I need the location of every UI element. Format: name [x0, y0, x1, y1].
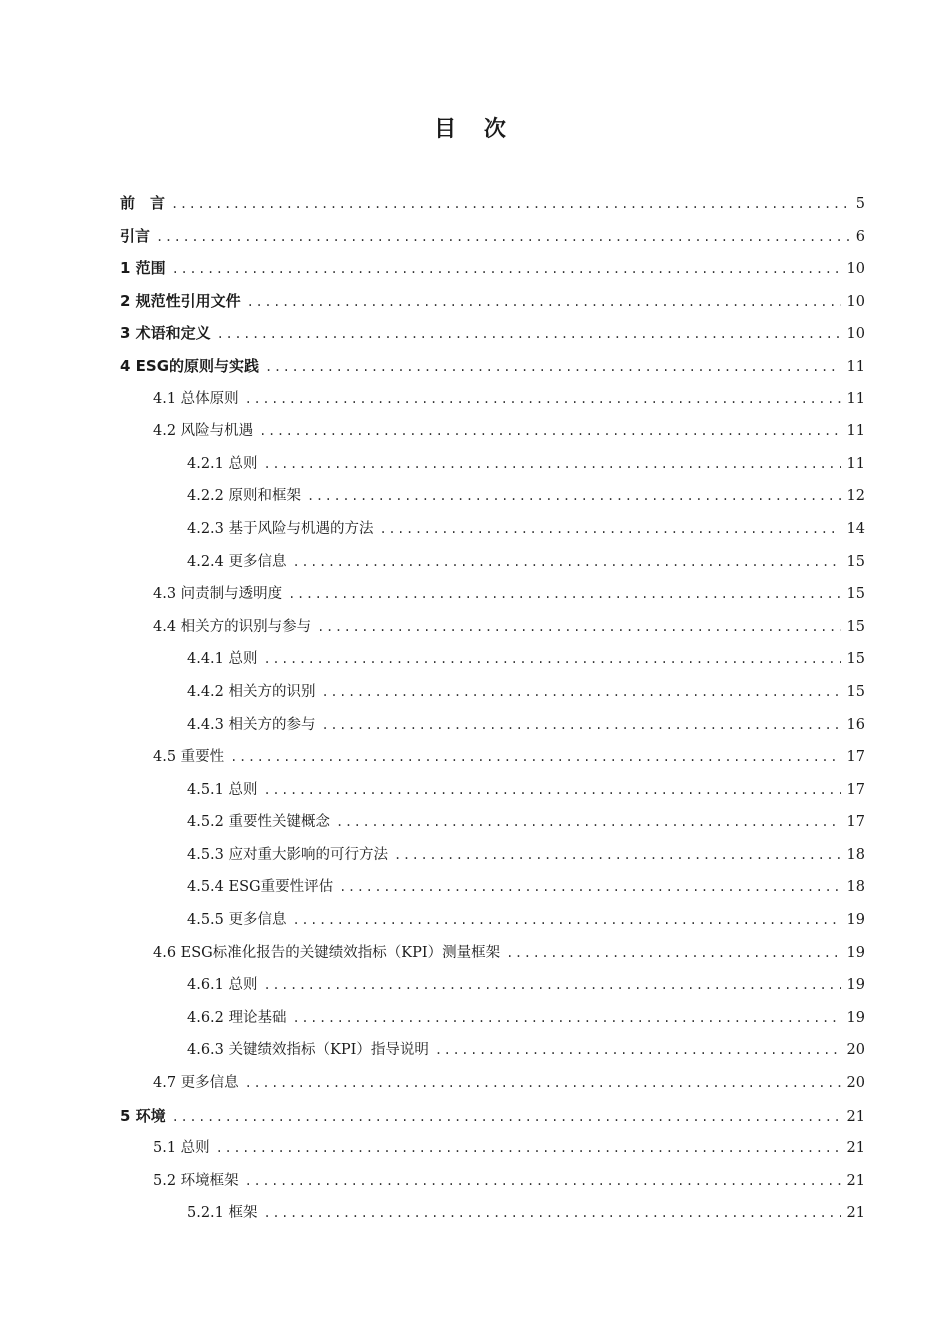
toc-leader-dots: [245, 383, 841, 416]
toc-entry[interactable]: [120, 774, 865, 807]
toc-entry[interactable]: [120, 187, 865, 220]
toc-entry[interactable]: [120, 1132, 865, 1165]
toc-entry[interactable]: [120, 252, 865, 285]
toc-leader-dots: [172, 1101, 841, 1133]
toc-leader-dots: [339, 871, 840, 904]
page-title: 目 次: [434, 117, 516, 142]
toc-entry-page-number: 10: [846, 261, 865, 278]
toc-entry[interactable]: [120, 546, 865, 579]
toc-entry-title: 4.2.2 原则和框架: [187, 488, 302, 505]
toc-entry-title: 4.5.2 重要性关键概念: [187, 814, 331, 831]
toc-leader-dots: [156, 221, 850, 253]
toc-entry-title: 3 术语和定义: [120, 324, 211, 343]
toc-entry-title: 5.2.1 框架: [187, 1205, 258, 1222]
toc-entry[interactable]: [120, 1197, 865, 1230]
toc-entry-title: 4.2 风险与机遇: [153, 423, 254, 440]
toc-entry-page-number: 10: [846, 293, 865, 310]
toc-entry-page-number: 11: [846, 358, 865, 375]
toc-entry-title: 4.3 问责制与透明度: [153, 586, 283, 603]
toc-entry-page-number: 17: [846, 814, 865, 831]
toc-entry[interactable]: [120, 448, 865, 481]
toc-entry-page-number: 21: [846, 1108, 865, 1125]
toc-leader-dots: [264, 643, 841, 676]
toc-entry[interactable]: [120, 806, 865, 839]
toc-entry-page-number: 21: [846, 1172, 865, 1189]
toc-leader-dots: [317, 611, 840, 644]
toc-entry[interactable]: [120, 969, 865, 1002]
toc-entry[interactable]: [120, 578, 865, 611]
toc-entry-title: 4.5.5 更多信息: [187, 912, 287, 929]
toc-entry-page-number: 19: [846, 944, 865, 961]
toc-entry-page-number: 21: [846, 1140, 865, 1157]
toc-leader-dots: [230, 741, 840, 774]
toc-entry-page-number: 18: [846, 879, 865, 896]
toc-entry-page-number: 20: [846, 1075, 865, 1092]
toc-entry-page-number: 6: [855, 228, 865, 245]
toc-leader-dots: [307, 480, 841, 513]
toc-entry[interactable]: [120, 937, 865, 970]
toc-entry-page-number: 20: [846, 1042, 865, 1059]
toc-entry-title: 4.4.3 相关方的参与: [187, 716, 316, 733]
toc-leader-dots: [293, 1002, 841, 1035]
toc-entry-page-number: 19: [846, 1009, 865, 1026]
toc-leader-dots: [259, 415, 840, 448]
toc-entry[interactable]: [120, 676, 865, 709]
toc-entry[interactable]: [120, 1100, 865, 1133]
toc-leader-dots: [322, 676, 841, 709]
toc-entry[interactable]: [120, 383, 865, 416]
toc-entry-page-number: 12: [846, 488, 865, 505]
toc-leader-dots: [245, 1165, 841, 1198]
toc-entry-page-number: 15: [846, 683, 865, 700]
toc-entry-title: 4.5.3 应对重大影响的可行方法: [187, 846, 389, 863]
toc-entry[interactable]: [120, 285, 865, 318]
toc-entry-page-number: 14: [846, 520, 865, 537]
toc-entry-title: 4.6.1 总则: [187, 977, 258, 994]
toc-entry-page-number: 19: [846, 977, 865, 994]
toc-entry-title: 4.4 相关方的识别与参与: [153, 618, 312, 635]
toc-entry[interactable]: [120, 317, 865, 350]
toc-entry-page-number: 15: [846, 618, 865, 635]
toc-entry-title: 2 规范性引用文件: [120, 291, 241, 310]
toc-leader-dots: [288, 578, 840, 611]
toc-entry-title: 4.4.2 相关方的识别: [187, 683, 316, 700]
toc-entry-title: 4.2.4 更多信息: [187, 553, 287, 570]
toc-entry-title: 5 环境: [120, 1106, 166, 1125]
toc-leader-dots: [247, 286, 841, 318]
toc-entry[interactable]: [120, 741, 865, 774]
toc-entry[interactable]: [120, 480, 865, 513]
toc-entry-title: 1 范围: [120, 259, 166, 278]
toc-leader-dots: [264, 774, 841, 807]
toc-leader-dots: [217, 318, 841, 350]
toc-leader-dots: [265, 351, 841, 383]
toc-entry-page-number: 11: [846, 423, 865, 440]
toc-entry-title: 4.7 更多信息: [153, 1075, 239, 1092]
toc-entry[interactable]: [120, 839, 865, 872]
toc-leader-dots: [293, 546, 841, 579]
toc-entry[interactable]: [120, 513, 865, 546]
toc-entry-title: 4.6 ESG标准化报告的关键绩效指标（KPI）测量框架: [153, 944, 501, 961]
toc-leader-dots: [264, 1197, 841, 1230]
toc-leader-dots: [264, 969, 841, 1002]
toc-entry-title: 4.2.1 总则: [187, 455, 258, 472]
toc-entry-page-number: 11: [846, 390, 865, 407]
toc-entry-title: 4.2.3 基于风险与机遇的方法: [187, 520, 374, 537]
toc-entry-title: 4.5 重要性: [153, 749, 225, 766]
toc-entry[interactable]: [120, 1002, 865, 1035]
toc-leader-dots: [171, 188, 850, 220]
toc-entry[interactable]: [120, 1165, 865, 1198]
toc-entry[interactable]: [120, 1067, 865, 1100]
toc-entry-page-number: 11: [846, 455, 865, 472]
toc-entry-page-number: 17: [846, 781, 865, 798]
toc-leader-dots: [380, 513, 841, 546]
toc-entry[interactable]: [120, 415, 865, 448]
toc-entry[interactable]: [120, 350, 865, 383]
toc-entry-page-number: 16: [846, 716, 865, 733]
toc-leader-dots: [216, 1132, 841, 1165]
toc-entry[interactable]: [120, 904, 865, 937]
toc-entry[interactable]: [120, 871, 865, 904]
toc-entry-title: 前 言: [120, 194, 166, 212]
toc-leader-dots: [264, 448, 841, 481]
toc-entry-page-number: 15: [846, 553, 865, 570]
toc-entry[interactable]: [120, 643, 865, 676]
table-of-contents: [120, 187, 865, 1230]
toc-entry-page-number: 5: [855, 196, 865, 212]
toc-entry[interactable]: [120, 709, 865, 742]
toc-entry-title: 4.5.1 总则: [187, 781, 258, 798]
toc-entry[interactable]: [120, 1034, 865, 1067]
toc-entry-title: 4 ESG的原则与实践: [120, 356, 260, 375]
toc-entry-page-number: 17: [846, 749, 865, 766]
toc-entry-page-number: 15: [846, 586, 865, 603]
toc-entry[interactable]: [120, 611, 865, 644]
toc-leader-dots: [394, 839, 841, 872]
toc-leader-dots: [336, 806, 841, 839]
toc-entry-page-number: 18: [846, 846, 865, 863]
toc-leader-dots: [293, 904, 841, 937]
toc-entry-title: 4.6.2 理论基础: [187, 1009, 287, 1026]
toc-leader-dots: [245, 1067, 841, 1100]
toc-entry-title: 5.1 总则: [153, 1140, 210, 1157]
toc-entry-page-number: 21: [846, 1205, 865, 1222]
toc-entry-title: 4.5.4 ESG重要性评估: [187, 879, 334, 896]
toc-leader-dots: [435, 1034, 841, 1067]
toc-entry-title: 4.4.1 总则: [187, 651, 258, 668]
toc-leader-dots: [322, 709, 841, 742]
toc-entry-title: 4.6.3 关键绩效指标（KPI）指导说明: [187, 1042, 429, 1059]
toc-entry-page-number: 19: [846, 912, 865, 929]
toc-entry[interactable]: [120, 220, 865, 253]
toc-entry-title: 5.2 环境框架: [153, 1172, 239, 1189]
toc-entry-title: 4.1 总体原则: [153, 390, 239, 407]
toc-entry-title: 引言: [120, 226, 151, 245]
toc-entry-page-number: 15: [846, 651, 865, 668]
toc-leader-dots: [506, 937, 840, 970]
toc-entry-page-number: 10: [846, 326, 865, 343]
toc-leader-dots: [172, 253, 841, 285]
